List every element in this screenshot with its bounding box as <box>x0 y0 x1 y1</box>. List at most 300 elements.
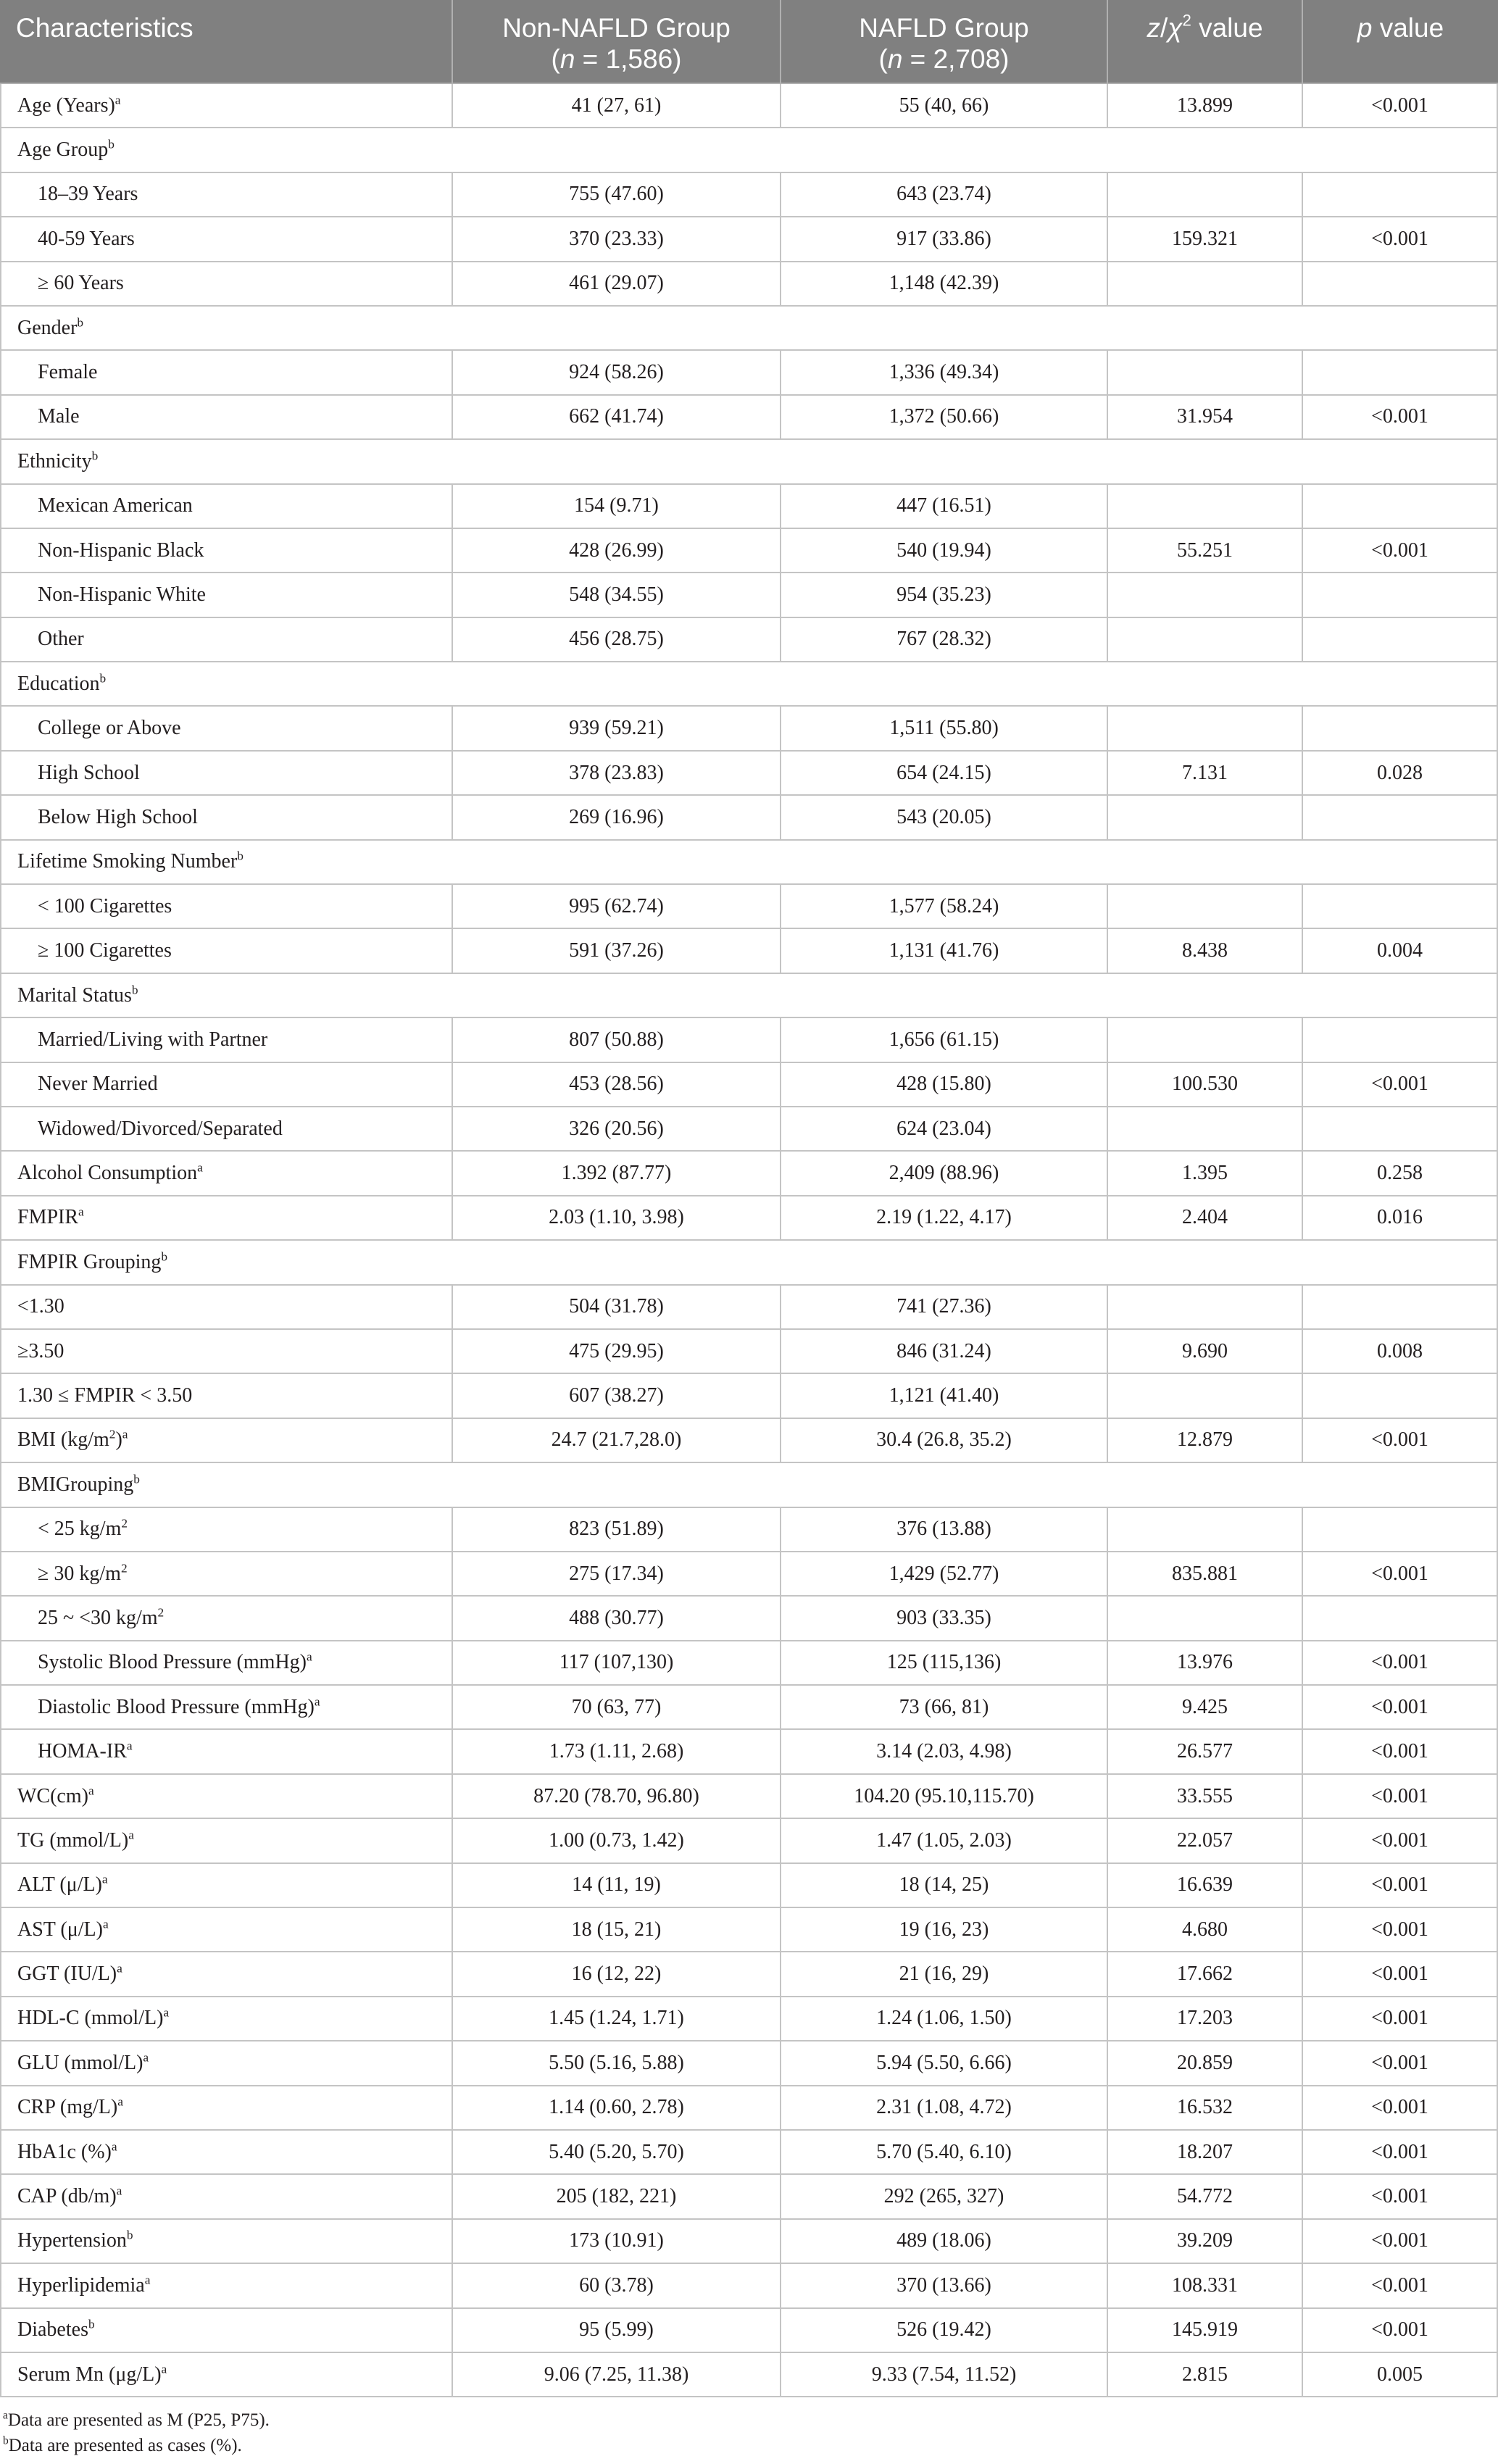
p-value: <0.001 <box>1303 2131 1498 2175</box>
non-nafld-value: 5.50 (5.16, 5.88) <box>453 2041 781 2086</box>
p-value: <0.001 <box>1303 2264 1498 2308</box>
p-value <box>1303 1018 1498 1062</box>
non-nafld-value: 70 (63, 77) <box>453 1686 781 1730</box>
table-row <box>0 618 1498 662</box>
label-superscript: 2 <box>120 1561 128 1576</box>
p-value: <0.001 <box>1303 1686 1498 1730</box>
footnote-marker: a <box>128 1828 134 1842</box>
label-segment: GGT (IU/L) <box>17 1963 117 1986</box>
label-segment: ) <box>115 1428 122 1452</box>
non-nafld-value: 269 (16.96) <box>453 796 781 840</box>
header-non-nafld-title: Non-NAFLD Group <box>502 13 731 43</box>
row-label <box>0 1686 453 1730</box>
label-segment: ALT (μ/L) <box>17 1873 102 1897</box>
footnote-marker: a <box>111 2139 117 2154</box>
label-segment: Systolic Blood Pressure (mmHg) <box>38 1651 307 1674</box>
label-segment: FMPIR <box>17 1206 79 1229</box>
p-value <box>1303 796 1498 840</box>
label-segment: High School <box>38 761 140 784</box>
footnote-marker: a <box>116 2184 122 2198</box>
non-nafld-value: 456 (28.75) <box>453 618 781 662</box>
header-p-symbol: p <box>1357 13 1373 43</box>
row-label-text <box>17 94 121 117</box>
header-statistic-suffix: value <box>1191 13 1263 43</box>
table-row <box>0 2041 1498 2086</box>
row-label-text <box>38 183 138 206</box>
row-label <box>0 573 453 617</box>
label-segment: Hypertension <box>17 2229 127 2252</box>
header-statistic <box>1108 0 1303 84</box>
row-label <box>0 1952 453 1997</box>
statistic-value: 17.662 <box>1108 1952 1303 1997</box>
nafld-value: 540 (19.94) <box>781 529 1108 573</box>
non-nafld-value: 504 (31.78) <box>453 1286 781 1330</box>
row-label <box>0 2131 453 2175</box>
label-segment: CAP (db/m) <box>17 2185 117 2208</box>
label-segment: < 100 Cigarettes <box>38 894 172 917</box>
row-label <box>0 885 453 929</box>
nafld-value: 1,131 (41.76) <box>781 929 1108 973</box>
label-segment: Female <box>38 361 98 384</box>
row-label <box>0 1152 453 1196</box>
table-row <box>0 1864 1498 1908</box>
statistic-value: 159.321 <box>1108 217 1303 262</box>
nafld-value: 624 (23.04) <box>781 1107 1108 1152</box>
statistic-value: 100.530 <box>1108 1063 1303 1107</box>
footnote-marker: a <box>88 1784 94 1798</box>
p-value: <0.001 <box>1303 1063 1498 1107</box>
header-statistic-chi: χ <box>1168 13 1183 43</box>
non-nafld-value: 14 (11, 19) <box>453 1864 781 1908</box>
table-row <box>0 173 1498 217</box>
statistic-value: 20.859 <box>1108 2041 1303 2086</box>
header-nafld-open: ( <box>878 44 888 74</box>
label-segment: Ethnicity <box>17 449 92 473</box>
statistic-value: 145.919 <box>1108 2309 1303 2353</box>
row-label-text <box>17 317 83 340</box>
p-value: <0.001 <box>1303 1908 1498 1952</box>
row-label-text <box>17 2274 150 2297</box>
nafld-value: 1,336 (49.34) <box>781 351 1108 395</box>
label-segment: ≥ 100 Cigarettes <box>38 939 172 962</box>
table-row <box>0 1063 1498 1107</box>
row-label <box>0 707 453 751</box>
non-nafld-value: 823 (51.89) <box>453 1508 781 1552</box>
p-value: <0.001 <box>1303 2041 1498 2086</box>
non-nafld-value: 939 (59.21) <box>453 707 781 751</box>
p-value: <0.001 <box>1303 529 1498 573</box>
table-row <box>0 752 1498 796</box>
row-label <box>0 1641 453 1686</box>
label-segment: Age (Years) <box>17 93 115 117</box>
row-label-text <box>17 673 106 696</box>
group-label <box>0 1241 1498 1285</box>
non-nafld-value: 2.03 (1.10, 3.98) <box>453 1196 781 1241</box>
footnote-b <box>3 2433 270 2458</box>
row-label <box>0 2086 453 2131</box>
table-body <box>0 84 1498 2397</box>
p-value <box>1303 1597 1498 1641</box>
group-label <box>0 1463 1498 1507</box>
row-label-text <box>38 539 204 562</box>
row-label <box>0 173 453 217</box>
label-segment: Non-Hispanic White <box>38 583 206 606</box>
row-label-text <box>38 1117 283 1141</box>
table-group-row <box>0 974 1498 1018</box>
p-value <box>1303 1286 1498 1330</box>
row-label-text <box>17 1785 94 1808</box>
label-segment: ≥3.50 <box>17 1339 65 1362</box>
row-label <box>0 1908 453 1952</box>
nafld-value: 741 (27.36) <box>781 1286 1108 1330</box>
label-segment: Male <box>38 405 80 428</box>
header-statistic-z: z <box>1147 13 1160 43</box>
label-segment: Alcohol Consumption <box>17 1162 198 1185</box>
row-label <box>0 529 453 573</box>
p-value: <0.001 <box>1303 1864 1498 1908</box>
row-label-text <box>17 1295 65 1318</box>
statistic-value: 55.251 <box>1108 529 1303 573</box>
statistic-value: 8.438 <box>1108 929 1303 973</box>
row-label-text <box>17 984 138 1007</box>
footnote-marker: a <box>161 2362 167 2376</box>
footnote-a-text: Data are presented as M (P25, P75). <box>7 2410 270 2430</box>
nafld-value: 18 (14, 25) <box>781 1864 1108 1908</box>
nafld-value: 376 (13.88) <box>781 1508 1108 1552</box>
nafld-value: 21 (16, 29) <box>781 1952 1108 1997</box>
label-segment: Gender <box>17 316 78 339</box>
p-value: 0.008 <box>1303 1330 1498 1374</box>
statistic-value <box>1108 485 1303 529</box>
row-label-text <box>38 583 206 607</box>
nafld-value: 55 (40, 66) <box>781 84 1108 128</box>
nafld-value: 370 (13.66) <box>781 2264 1108 2308</box>
footnote-marker: b <box>161 1249 168 1264</box>
nafld-value: 19 (16, 23) <box>781 1908 1108 1952</box>
row-label <box>0 929 453 973</box>
table-row <box>0 485 1498 529</box>
footnote-a-mark: a <box>3 2409 8 2422</box>
statistic-value: 9.690 <box>1108 1330 1303 1374</box>
nafld-value: 3.14 (2.03, 4.98) <box>781 1730 1108 1774</box>
row-label-text <box>38 494 193 517</box>
row-label <box>0 1018 453 1062</box>
footnote-marker: a <box>197 1160 203 1175</box>
label-superscript: 2 <box>157 1605 165 1620</box>
non-nafld-value: 173 (10.91) <box>453 2220 781 2264</box>
row-label-text <box>38 762 140 785</box>
header-nafld-title: NAFLD Group <box>859 13 1029 43</box>
header-nafld-n-value: = 2,708) <box>902 44 1010 74</box>
statistic-value: 16.532 <box>1108 2086 1303 2131</box>
table-group-row <box>0 662 1498 707</box>
footnote-marker: b <box>99 671 107 686</box>
group-label <box>0 128 1498 172</box>
label-superscript: 2 <box>109 1428 116 1441</box>
non-nafld-value: 461 (29.07) <box>453 262 781 307</box>
non-nafld-value: 807 (50.88) <box>453 1018 781 1062</box>
nafld-value: 1,656 (61.15) <box>781 1018 1108 1062</box>
row-label-text <box>38 939 172 962</box>
statistic-value <box>1108 796 1303 840</box>
non-nafld-value: 924 (58.26) <box>453 351 781 395</box>
row-label-text <box>17 1963 122 1986</box>
label-segment: 1.30 ≤ FMPIR < 3.50 <box>17 1384 193 1407</box>
statistic-value <box>1108 1374 1303 1418</box>
nafld-value: 1,511 (55.80) <box>781 707 1108 751</box>
non-nafld-value: 995 (62.74) <box>453 885 781 929</box>
label-segment: Diabetes <box>17 2318 88 2342</box>
label-segment: HDL-C (mmol/L) <box>17 2007 164 2030</box>
nafld-value: 654 (24.15) <box>781 752 1108 796</box>
non-nafld-value: 453 (28.56) <box>453 1063 781 1107</box>
table-group-row <box>0 841 1498 885</box>
row-label-text <box>17 138 115 162</box>
table-row <box>0 1508 1498 1552</box>
p-value: <0.001 <box>1303 2086 1498 2131</box>
row-label-text <box>17 2096 123 2119</box>
label-segment: Below High School <box>38 805 198 828</box>
statistic-value <box>1108 351 1303 395</box>
p-value <box>1303 1107 1498 1152</box>
footnote-b-mark: b <box>3 2434 9 2447</box>
row-label <box>0 752 453 796</box>
p-value: <0.001 <box>1303 396 1498 440</box>
row-label-text <box>17 1473 140 1497</box>
row-label <box>0 217 453 262</box>
p-value: <0.001 <box>1303 1997 1498 2041</box>
table-row <box>0 1419 1498 1463</box>
statistic-value <box>1108 573 1303 617</box>
nafld-value: 1,148 (42.39) <box>781 262 1108 307</box>
row-label-text <box>17 2007 169 2030</box>
label-segment: Never Married <box>38 1073 158 1096</box>
footnote-marker: b <box>131 983 138 997</box>
row-label <box>0 1730 453 1774</box>
row-label <box>0 2264 453 2308</box>
table-row <box>0 84 1498 128</box>
group-label <box>0 440 1498 484</box>
row-label-text <box>17 1206 84 1229</box>
statistic-value <box>1108 1597 1303 1641</box>
p-value: <0.001 <box>1303 217 1498 262</box>
table-group-row <box>0 1463 1498 1507</box>
p-value: <0.001 <box>1303 1730 1498 1774</box>
statistic-value <box>1108 173 1303 217</box>
nafld-value: 5.94 (5.50, 6.66) <box>781 2041 1108 2086</box>
row-label <box>0 351 453 395</box>
table-row <box>0 1286 1498 1330</box>
footnote-marker: a <box>163 2006 170 2020</box>
nafld-value: 489 (18.06) <box>781 2220 1108 2264</box>
label-segment: TG (mmol/L) <box>17 1828 129 1852</box>
statistic-value: 33.555 <box>1108 1775 1303 1819</box>
non-nafld-value: 41 (27, 61) <box>453 84 781 128</box>
statistic-value <box>1108 1018 1303 1062</box>
row-label-text <box>17 1918 109 1941</box>
nafld-value: 2.19 (1.22, 4.17) <box>781 1196 1108 1241</box>
table-row <box>0 2264 1498 2308</box>
statistic-value: 26.577 <box>1108 1730 1303 1774</box>
nafld-value: 2.31 (1.08, 4.72) <box>781 2086 1108 2131</box>
footnote-b-text: Data are presented as cases (%). <box>8 2436 242 2455</box>
footnote-marker: b <box>88 2317 95 2331</box>
footnote-marker: a <box>117 2094 123 2109</box>
table-row <box>0 1597 1498 1641</box>
header-nafld-n-symbol: n <box>887 44 903 74</box>
label-segment: 25 ~ <30 kg/m <box>38 1606 158 1629</box>
row-label <box>0 2353 453 2397</box>
label-segment: BMIGrouping <box>17 1473 134 1496</box>
table-row <box>0 1374 1498 1418</box>
non-nafld-value: 1.00 (0.73, 1.42) <box>453 1819 781 1863</box>
label-segment: Hyperlipidemia <box>17 2273 145 2297</box>
header-nafld-count <box>781 43 1107 75</box>
p-value <box>1303 618 1498 662</box>
statistic-value <box>1108 1107 1303 1152</box>
nafld-value: 447 (16.51) <box>781 485 1108 529</box>
label-segment: BMI (kg/m <box>17 1428 109 1452</box>
label-segment: Widowed/Divorced/Separated <box>38 1117 283 1140</box>
label-segment: HOMA-IR <box>38 1740 127 1763</box>
non-nafld-value: 326 (20.56) <box>453 1107 781 1152</box>
non-nafld-value: 275 (17.34) <box>453 1552 781 1597</box>
footnote-marker: a <box>307 1649 312 1664</box>
row-label <box>0 2220 453 2264</box>
p-value: 0.258 <box>1303 1152 1498 1196</box>
header-characteristics <box>0 0 453 84</box>
row-label-text <box>38 1696 320 1719</box>
nafld-value: 2,409 (88.96) <box>781 1152 1108 1196</box>
row-label-text <box>17 2318 95 2342</box>
nafld-value: 526 (19.42) <box>781 2309 1108 2353</box>
footnote-marker: b <box>133 1472 140 1486</box>
non-nafld-value: 1.45 (1.24, 1.71) <box>453 1997 781 2041</box>
header-statistic-square: 2 <box>1182 11 1191 30</box>
nafld-value: 1.24 (1.06, 1.50) <box>781 1997 1108 2041</box>
nafld-value: 73 (66, 81) <box>781 1686 1108 1730</box>
row-label-text <box>38 361 97 384</box>
table-group-row <box>0 128 1498 172</box>
header-non-nafld-n-symbol: n <box>559 44 575 74</box>
footnote-marker: a <box>102 1917 109 1931</box>
label-segment: Diastolic Blood Pressure (mmHg) <box>38 1695 315 1718</box>
row-label <box>0 396 453 440</box>
row-label-text <box>17 2229 133 2252</box>
non-nafld-value: 662 (41.74) <box>453 396 781 440</box>
statistic-value: 2.404 <box>1108 1196 1303 1241</box>
non-nafld-value: 16 (12, 22) <box>453 1952 781 1997</box>
nafld-value: 846 (31.24) <box>781 1330 1108 1374</box>
header-statistic-slash: / <box>1160 13 1168 43</box>
statistic-value: 9.425 <box>1108 1686 1303 1730</box>
nafld-value: 643 (23.74) <box>781 173 1108 217</box>
label-segment: Married/Living with Partner <box>38 1028 268 1051</box>
p-value <box>1303 707 1498 751</box>
footnote-marker: a <box>115 93 121 107</box>
table-group-row <box>0 307 1498 351</box>
row-label <box>0 1775 453 1819</box>
label-segment: Mexican American <box>38 494 193 517</box>
row-label-text <box>17 2141 117 2164</box>
label-segment: HbA1c (%) <box>17 2140 112 2163</box>
table-row <box>0 573 1498 617</box>
header-nafld-group <box>781 0 1108 84</box>
label-segment: Serum Mn (μg/L) <box>17 2363 162 2386</box>
table-row <box>0 2086 1498 2131</box>
table-row <box>0 262 1498 307</box>
row-label <box>0 1419 453 1463</box>
row-label-text <box>17 2052 149 2075</box>
row-label <box>0 1107 453 1152</box>
non-nafld-value: 205 (182, 221) <box>453 2175 781 2219</box>
row-label <box>0 1819 453 1863</box>
non-nafld-value: 488 (30.77) <box>453 1597 781 1641</box>
non-nafld-value: 370 (23.33) <box>453 217 781 262</box>
nafld-value: 1,429 (52.77) <box>781 1552 1108 1597</box>
row-label <box>0 1552 453 1597</box>
p-value: <0.001 <box>1303 2175 1498 2219</box>
footnote-marker: a <box>144 2273 151 2287</box>
row-label <box>0 84 453 128</box>
row-label <box>0 485 453 529</box>
nafld-value: 1,577 (58.24) <box>781 885 1108 929</box>
p-value: <0.001 <box>1303 1952 1498 1997</box>
p-value: <0.001 <box>1303 84 1498 128</box>
table-row <box>0 929 1498 973</box>
non-nafld-value: 378 (23.83) <box>453 752 781 796</box>
table-row <box>0 707 1498 751</box>
p-value: <0.001 <box>1303 1775 1498 1819</box>
label-superscript: 2 <box>121 1516 128 1531</box>
statistic-value: 108.331 <box>1108 2264 1303 2308</box>
footnote-marker: a <box>117 1961 122 1976</box>
table-row <box>0 885 1498 929</box>
row-label <box>0 1063 453 1107</box>
nafld-value: 543 (20.05) <box>781 796 1108 840</box>
p-value: 0.028 <box>1303 752 1498 796</box>
label-segment: Marital Status <box>17 983 132 1007</box>
table-group-row <box>0 440 1498 484</box>
non-nafld-value: 9.06 (7.25, 11.38) <box>453 2353 781 2397</box>
row-label <box>0 2175 453 2219</box>
label-segment: Lifetime Smoking Number <box>17 850 238 873</box>
table-row <box>0 1552 1498 1597</box>
statistic-value <box>1108 1508 1303 1552</box>
statistic-value: 835.881 <box>1108 1552 1303 1597</box>
nafld-value: 1.47 (1.05, 2.03) <box>781 1819 1108 1863</box>
label-segment: Age Group <box>17 138 109 162</box>
row-label-text <box>38 405 80 428</box>
row-label-text <box>17 2185 122 2208</box>
label-segment: <1.30 <box>17 1295 65 1318</box>
statistic-value <box>1108 262 1303 307</box>
nafld-value: 903 (33.35) <box>781 1597 1108 1641</box>
label-segment: AST (μ/L) <box>17 1918 103 1941</box>
row-label <box>0 618 453 662</box>
p-value: <0.001 <box>1303 1552 1498 1597</box>
p-value <box>1303 885 1498 929</box>
p-value: 0.016 <box>1303 1196 1498 1241</box>
label-segment: Non-Hispanic Black <box>38 538 204 562</box>
p-value: <0.001 <box>1303 1819 1498 1863</box>
group-label <box>0 841 1498 885</box>
row-label-text <box>17 1340 64 1363</box>
non-nafld-value: 87.20 (78.70, 96.80) <box>453 1775 781 1819</box>
non-nafld-value: 1.14 (0.60, 2.78) <box>453 2086 781 2131</box>
non-nafld-value: 1.392 (87.77) <box>453 1152 781 1196</box>
statistic-value: 17.203 <box>1108 1997 1303 2041</box>
